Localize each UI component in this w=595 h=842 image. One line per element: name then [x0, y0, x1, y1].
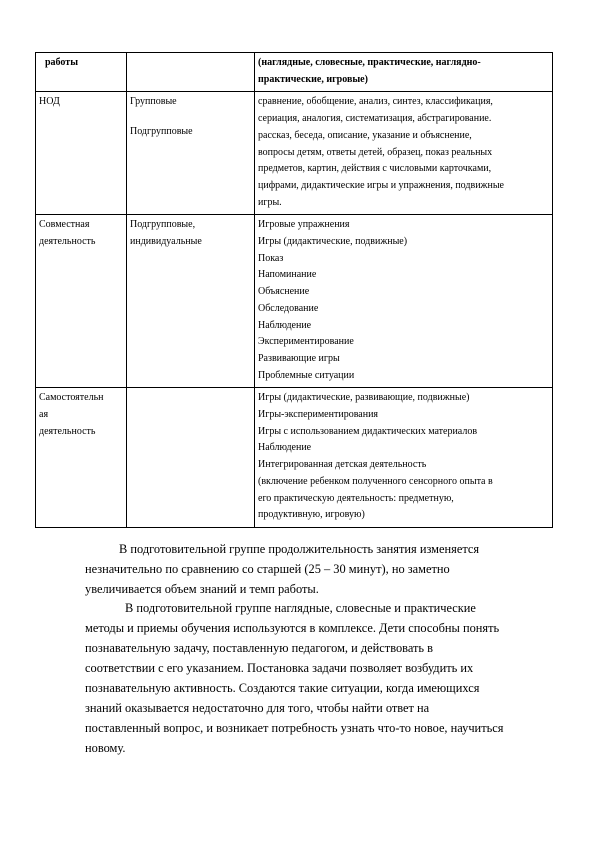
header-form-text: работы	[45, 57, 79, 68]
form-text: Групповые	[130, 96, 177, 108]
method-line: Экспериментирование	[258, 336, 354, 348]
activity-type-text: Совместная	[39, 219, 90, 231]
paragraph-line: увеличивается объем знаний и темп работы.	[85, 582, 319, 596]
method-line: Напоминание	[258, 269, 317, 281]
method-line: предметов, картин, действия с числовыми карточками,	[258, 163, 492, 175]
method-line: вопросы детям, ответы детей, образец, показ реальных	[258, 146, 493, 158]
method-line: рассказ, беседа, описание, указание и объяснение,	[258, 129, 472, 141]
cell-methods	[255, 388, 553, 528]
table-row	[36, 215, 553, 388]
form-text: Подгрупповые,	[130, 219, 196, 231]
method-line: Обследование	[258, 302, 319, 314]
table-row	[36, 92, 553, 215]
method-line: игры.	[258, 196, 282, 208]
activity-type-text: деятельность	[39, 236, 96, 248]
paragraph-methods	[85, 598, 555, 758]
method-line: продуктивную, игровую)	[258, 509, 365, 521]
cell-methods	[255, 92, 553, 215]
method-line: его практическую деятельность: предметную,	[258, 492, 454, 504]
cell-activity-type	[36, 92, 127, 215]
cell-form-empty	[127, 388, 255, 528]
method-line: цифрами, дидактические игры и упражнения, подвижные	[258, 179, 504, 191]
method-line: Игры (дидактические, подвижные)	[258, 236, 408, 248]
method-line: Игры-экспериментирования	[258, 409, 379, 421]
cell-methods	[255, 215, 553, 388]
method-line: Игры с использованием дидактических материалов	[258, 425, 478, 437]
method-line: Показ	[258, 252, 284, 264]
header-cell-form	[36, 53, 127, 92]
method-line: Игровые упражнения	[258, 219, 350, 231]
method-line: Интегрированная детская деятельность	[258, 459, 427, 471]
paragraph-line: познавательную задачу, поставленную педагогом, и действовать в	[85, 641, 434, 655]
form-text: индивидуальные	[130, 236, 202, 248]
spacer	[130, 111, 251, 124]
activity-type-text: ая	[39, 409, 49, 421]
method-line: Проблемные ситуации	[258, 369, 355, 381]
activity-type-text: НОД	[39, 96, 60, 108]
paragraph-line: методы и приемы обучения используются в комплексе. Дети способны понять	[85, 621, 500, 635]
paragraph-line: познавательную активность. Создаются такие ситуации, когда имеющихся	[85, 681, 480, 695]
paragraph-line: знаний оказывается недостаточно для того, чтобы найти ответ на	[85, 701, 430, 715]
form-text: Подгрупповые	[130, 126, 193, 138]
cell-activity-type	[36, 215, 127, 388]
header-cell-empty	[127, 53, 255, 92]
activity-type-text: деятельность	[39, 425, 96, 437]
table-row	[36, 388, 553, 528]
method-line: Объяснение	[258, 286, 310, 298]
method-line: Игры (дидактические, развивающие, подвижные)	[258, 392, 470, 404]
method-line: Развивающие игры	[258, 352, 340, 364]
header-methods-line: практические, игровые)	[258, 73, 368, 85]
method-line: сравнение, обобщение, анализ, синтез, классификация,	[258, 96, 493, 108]
cell-form	[127, 215, 255, 388]
header-methods-line: (наглядные, словесные, практические, наглядно-	[258, 57, 481, 68]
paragraph-line: незначительно по сравнению со старшей (25 – 30 минут), но заметно	[85, 562, 450, 576]
activity-type-text: Самостоятельн	[39, 392, 104, 404]
method-line: Наблюдение	[258, 319, 312, 331]
table-header-row	[36, 53, 553, 92]
paragraph-line: В подготовительной группе продолжительность занятия изменяется	[119, 542, 480, 556]
cell-activity-type	[36, 388, 127, 528]
paragraph-line: поставленный вопрос, и возникает потребность узнать что-то новое, научиться	[85, 721, 504, 735]
method-line: сериация, аналогия, систематизация, абстрагирование.	[258, 113, 492, 125]
method-line: (включение ребенком полученного сенсорного опыта в	[258, 475, 493, 487]
paragraph-line: соответствии с его указанием. Постановка задачи позволяет возбудить их	[85, 661, 474, 675]
cell-form	[127, 92, 255, 215]
paragraph-line: новому.	[85, 741, 126, 755]
header-cell-methods	[255, 53, 553, 92]
methods-table	[35, 52, 553, 528]
paragraph-duration	[85, 539, 555, 599]
paragraph-line: В подготовительной группе наглядные, словесные и практические	[125, 601, 476, 615]
method-line: Наблюдение	[258, 442, 312, 454]
